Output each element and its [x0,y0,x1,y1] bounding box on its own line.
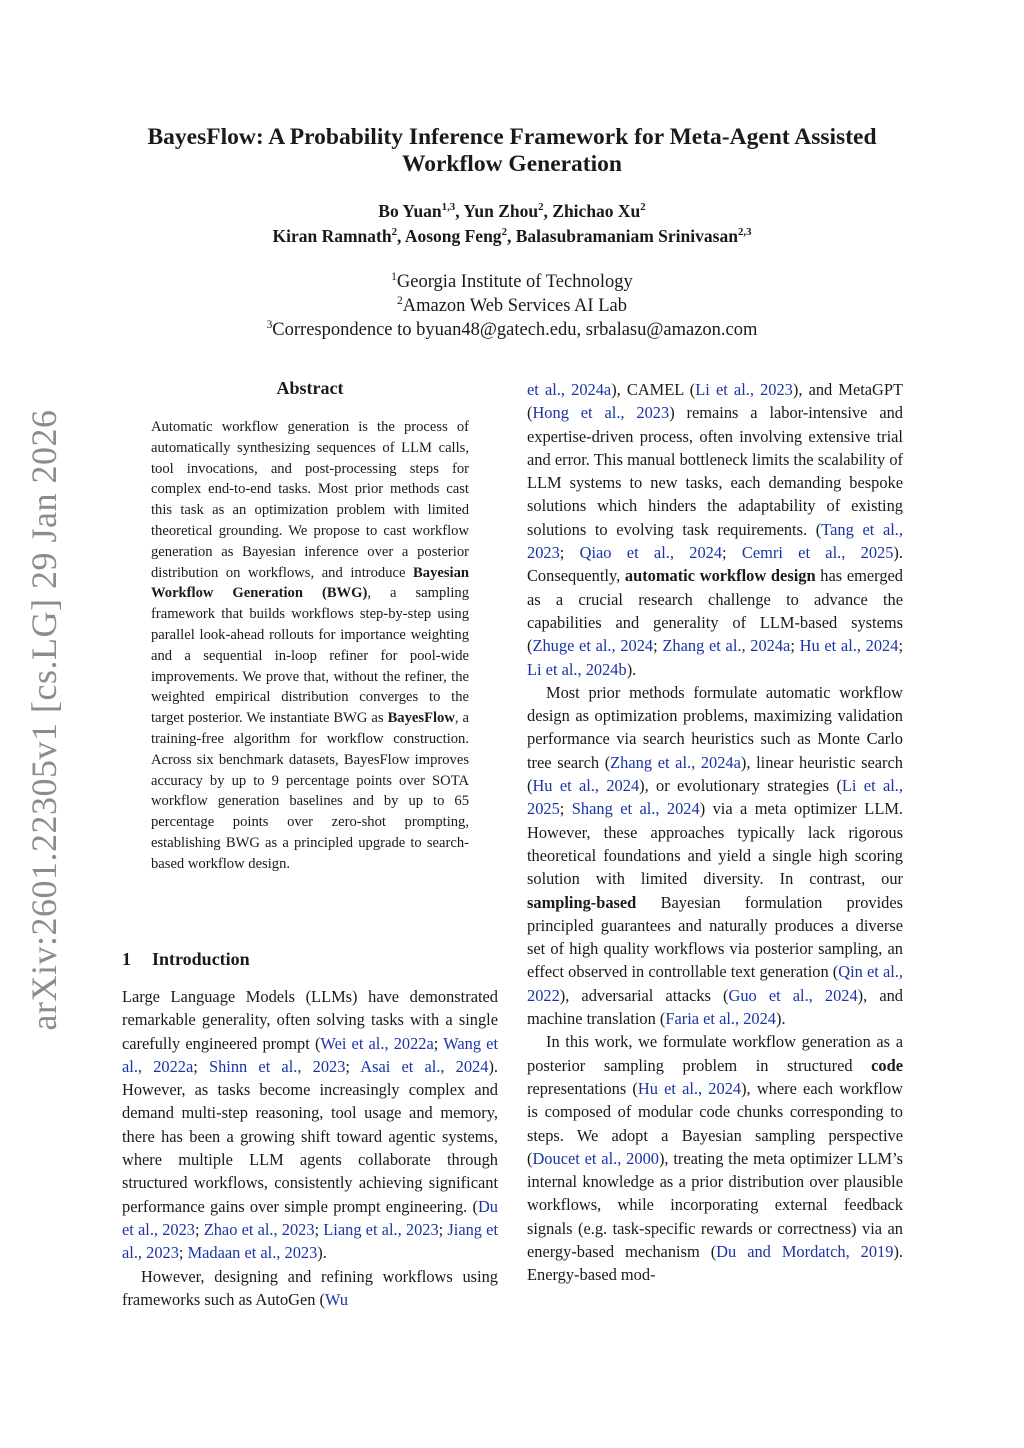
bwg-term: Bayesian Workflow Generation (BWG) [151,564,469,602]
citation-link[interactable]: Shang et al., 2024 [571,799,700,819]
author-name: Kiran Ramnath [272,226,392,246]
affiliation: $^1$Georgia Institute of Technology [391,270,633,292]
abstract-body: Automatic workflow generation is the process of automatically synthesizing sequences of LLM calls, tool invocations, and post-processing steps for complex end-to-end tasks. Most prior methods cast this task as an optimization problem with limited theoretical grounding. We propose to cast workflow generation as Bayesian inference over a posterior distribution on workflows, and introduce Bayesian Workflow Generation (BWG), a sampling framework that builds workflows step-by-step using parallel look-ahead rollouts for importance weighting and a sequential in-loop refiner for pool-wide improvements. We prove that, without the refiner, the weighted empirical distribution converges to the target posterior. We instantiate BWG as BayesFlow, a training-free algorithm for workflow construction. Across six benchmark datasets, BayesFlow improves accuracy by up to 9 percentage points over SOTA workflow generation baselines and by up to 65 percentage points over zero-shot prompting, establishing BWG as a principled upgrade to search-based workflow design. [151,419,469,872]
citation-link[interactable]: Du and Mordatch, 2019 [716,1241,894,1261]
key-term: code [871,1055,903,1075]
paragraph: In this work, we formulate workflow generation as a posterior sampling problem in structured code representations (Hu et al., 2024), where each workflow is composed of modular code chunks corresponding to steps. We adopt a Bayesian sampling perspective (Doucet et al., 2000), treating the meta optimizer LLM’s internal knowledge as a prior distribution over plausible workflows, while incorporating external feedback signals (e.g. task-specific rewards or correctness) via an energy-based mechanism (Du and Mordatch, 2019). Energy-based mod- [527,1032,904,1285]
key-term: automatic workflow design [624,566,816,586]
citation-link[interactable]: et al., 2024a [527,380,612,399]
citation-link[interactable]: Zhang et al., 2024a [662,636,791,656]
citation-link[interactable]: Hu et al., 2024 [637,1078,742,1098]
author-name: Bo Yuan [378,201,442,221]
abstract-heading: Abstract [276,378,344,398]
author-name: Balasubramaniam Srinivasan [515,226,738,246]
citation-link[interactable]: Guo et al., 2024 [728,985,858,1005]
citation-link[interactable]: Li et al., 2024b [527,659,627,679]
citation-link[interactable]: Jiang et al., 2023 [122,1219,499,1263]
citation-link[interactable]: Li et al., 2025 [527,776,903,819]
citation-link[interactable]: Madaan et al., 2023 [187,1243,318,1263]
author-affil-mark: 2 [501,226,507,239]
citation-link[interactable]: Tang et al., 2023 [527,519,903,563]
key-term: sampling-based [527,892,637,912]
author-affil-mark: 2 [538,201,544,214]
citation-link[interactable]: Asai et al., 2024 [360,1056,489,1076]
citation-link[interactable]: Wei et al., 2022a [320,1033,434,1053]
citation-link[interactable]: Zhao et al., 2023 [203,1219,315,1239]
paragraph: However, designing and refining workflows using frameworks such as AutoGen (Wu [122,1266,498,1309]
author-affil-mark: 1,3 [441,201,456,214]
citation-link[interactable]: Zhuge et al., 2024 [532,636,654,656]
paragraph: Large Language Models (LLMs) have demonstrated remarkable generality, often solving tasks with a single carefully engineered prompt (Wei et al., 2022a; Wang et al., 2022a; Shinn et al., 2023; Asai et al., 2024). However, as tasks become increasingly complex and demand multi-step reasoning, tool usage and memory, there has been a growing shift toward agentic systems, where multiple LLM agents collaborate through structured workflows, consistently achieving significant performance gains over simple prompt engineering. (Du et al., 2023; Zhao et al., 2023; Liang et al., 2023; Jiang et al., 2023; Madaan et al., 2023). [122,987,499,1263]
paragraph: et al., 2024a), CAMEL (Li et al., 2023), and MetaGPT (Hong et al., 2023) remains a labor-intensive and expertise-driven process, often involving extensive trial and error. This manual bottleneck limits the scalability of LLM systems to new tasks, each demanding bespoke solutions which hinders the adaptability of existing solutions to evolving task requirements. (Tang et al., 2023; Qiao et al., 2024; Cemri et al., 2025). Consequently, automatic workflow design has emerged as a crucial research challenge to advance the capabilities and generality of LLM-based systems (Zhuge et al., 2024; Zhang et al., 2024a; Hu et al., 2024; Li et al., 2024b). [527,380,904,679]
left-column-body [122,985,498,1311]
citation-link[interactable]: Shinn et al., 2023 [209,1056,346,1076]
citation-link[interactable]: Doucet et al., 2000 [532,1148,659,1168]
citation-link[interactable]: Li et al., 2023 [695,380,793,399]
author-affil-mark: 2 [640,201,646,214]
citation-link[interactable]: Hu et al., 2024 [799,636,899,656]
citation-link[interactable]: Faria et al., 2024 [665,1009,776,1029]
citation-link[interactable]: Qiao et al., 2024 [579,543,723,563]
affiliation: $^2$Amazon Web Services AI Lab [397,294,627,316]
section-title: Introduction [152,949,250,969]
citation-link[interactable]: Cemri et al., 2025 [741,543,894,563]
author-affil-mark: 2 [391,226,398,239]
paper-title: BayesFlow: A Probability Inference Framework for Meta-Agent Assisted Workflow Generation [147,124,877,177]
section-number: 1 [122,949,131,969]
section-heading-introduction [122,949,250,970]
citation-link[interactable]: Qin et al., 2022 [527,962,903,1005]
bayesflow-term: BayesFlow [387,710,455,727]
affiliation-list [100,270,924,342]
paragraph: Most prior methods formulate automatic workflow design as optimization problems, maximizing validation performance via search heuristics such as Monte Carlo tree search (Zhang et al., 2024a), linear heuristic search (Hu et al., 2024), or evolutionary strategies (Li et al., 2025; Shang et al., 2024) via a meta optimizer LLM. However, these approaches typically lack rigorous theoretical foundations and yield a single high scoring solution with limited diversity. In contrast, our sampling-based Bayesian formulation provides principled guarantees and naturally produces a diverse set of high quality workflows via posterior sampling, an effect observed in controllable text generation (Qin et al., 2022), adversarial attacks (Guo et al., 2024), and machine translation (Faria et al., 2024). [527,682,903,1029]
arxiv-identifier: arXiv:2601.22305v1 [cs.LG] 29 Jan 2026 [24,409,64,1031]
right-column-body [527,378,903,1287]
citation-link[interactable]: Liang et al., 2023 [323,1219,439,1239]
citation-link[interactable]: Zhang et al., 2024a [610,752,741,772]
correspondence: $^3$Correspondence to byuan48@gatech.edu, srbalasu@amazon.com [266,318,758,340]
author-name: Aosong Feng [404,226,502,246]
author-name: Zhichao Xu [552,201,641,221]
citation-link[interactable]: Hu et al., 2024 [532,776,640,796]
author-list: Bo Yuan$^{1,3}$, Yun Zhou$^2$, Zhichao Xu$^2$ Kiran Ramnath$^2$, Aosong Feng$^2$, Balasubramaniam Srinivasan$^{2,3}$ [272,201,752,246]
citation-link[interactable]: Wu [325,1289,349,1309]
author-affil-mark: 2,3 [737,226,752,239]
citation-link[interactable]: Hong et al., 2023 [532,403,670,423]
author-name: Yun Zhou [463,201,539,221]
citation-link[interactable]: Wang et al., 2022a [122,1033,498,1076]
citation-link[interactable]: Du et al., 2023 [122,1196,498,1239]
